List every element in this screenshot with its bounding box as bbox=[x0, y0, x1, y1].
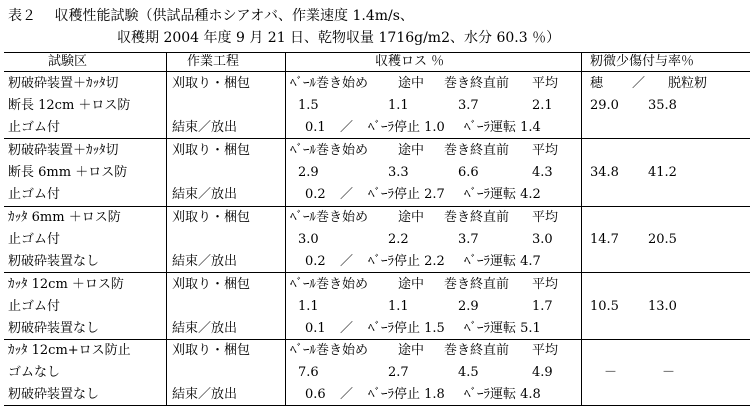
loss-value: 1.5 bbox=[298, 98, 319, 113]
trial-line: ｶｯﾀ 6mm ＋ロス防 bbox=[8, 210, 121, 225]
loss-header: ﾍﾞｰﾙ巻き始め bbox=[290, 76, 369, 91]
loss-header: ﾍﾞｰﾙ巻き始め bbox=[290, 143, 369, 158]
header-trial: 試験区 bbox=[48, 54, 88, 69]
loss-extra: ／ bbox=[340, 120, 354, 135]
damage-value: 20.5 bbox=[648, 232, 677, 247]
loss-value: 2.1 bbox=[532, 98, 553, 113]
loss-extra: ／ bbox=[340, 321, 354, 336]
loss-value: 3.7 bbox=[458, 98, 479, 113]
trial-line: 籾破砕装置なし bbox=[8, 321, 100, 336]
header-process: 作業工程 bbox=[187, 54, 240, 69]
table-caption-line2: 収穫期 2004 年度 9 月 21 日、乾物収量 1716g/m2、水分 60.3 ％） bbox=[117, 30, 561, 46]
loss-value: 4.9 bbox=[532, 365, 553, 380]
loss-extra: 0.2 bbox=[305, 254, 326, 269]
loss-value: 4.5 bbox=[458, 365, 479, 380]
damage-value: 35.8 bbox=[648, 98, 677, 113]
process-line: 結束／放出 bbox=[172, 321, 238, 336]
trial-line: 止ゴム付 bbox=[8, 299, 61, 314]
process-line: 刈取り・梱包 bbox=[172, 76, 251, 91]
trial-line: ｶｯﾀ 12cm+ロス防止 bbox=[8, 343, 131, 358]
loss-value: 7.6 bbox=[298, 365, 319, 380]
trial-line: 籾破砕装置なし bbox=[8, 387, 100, 402]
loss-extra: ﾍﾞｰﾗ運転 5.1 bbox=[464, 321, 541, 336]
loss-value: 2.2 bbox=[388, 232, 409, 247]
row-divider-4 bbox=[4, 339, 750, 340]
damage-value: 10.5 bbox=[590, 299, 619, 314]
header-rule bbox=[4, 71, 750, 72]
header-loss: 収穫ロス ％ bbox=[375, 54, 445, 69]
loss-header: 途中 bbox=[398, 143, 425, 158]
loss-value: 1.1 bbox=[388, 98, 409, 113]
loss-value: 1.1 bbox=[298, 299, 319, 314]
loss-value: 4.3 bbox=[532, 165, 553, 180]
damage-value: 29.0 bbox=[590, 98, 619, 113]
loss-header: 平均 bbox=[532, 277, 559, 292]
damage-value: － bbox=[662, 365, 676, 380]
loss-header: 巻き終直前 bbox=[444, 143, 510, 158]
trial-line: 止ゴム付 bbox=[8, 187, 61, 202]
loss-extra: 0.1 bbox=[305, 120, 326, 135]
loss-extra: 0.1 bbox=[305, 321, 326, 336]
trial-line: 籾破砕装置なし bbox=[8, 254, 100, 269]
trial-line: 籾破砕装置＋ｶｯﾀ切 bbox=[8, 143, 119, 158]
process-line: 刈取り・梱包 bbox=[172, 277, 251, 292]
trial-line: ゴムなし bbox=[8, 365, 61, 380]
loss-header: ﾍﾞｰﾙ巻き始め bbox=[290, 210, 369, 225]
loss-value: 3.0 bbox=[532, 232, 553, 247]
process-line: 刈取り・梱包 bbox=[172, 143, 251, 158]
row-divider-1 bbox=[4, 138, 750, 139]
loss-header: 巻き終直前 bbox=[444, 343, 510, 358]
trial-line: ｶｯﾀ 12cm ＋ロス防 bbox=[8, 277, 124, 292]
loss-extra: ﾍﾞｰﾗ停止 1.5 bbox=[368, 321, 445, 336]
process-line: 結束／放出 bbox=[172, 120, 238, 135]
loss-extra: ﾍﾞｰﾗ停止 2.2 bbox=[368, 254, 445, 269]
loss-header: ﾍﾞｰﾙ巻き始め bbox=[290, 343, 369, 358]
damage-header: 穂 bbox=[590, 76, 604, 91]
process-line: 結束／放出 bbox=[172, 254, 238, 269]
table-top-rule bbox=[4, 52, 750, 53]
loss-header: 途中 bbox=[398, 343, 425, 358]
loss-extra: 0.6 bbox=[305, 387, 326, 402]
header-damage: 籾微少傷付与率％ bbox=[590, 54, 695, 69]
damage-value: 13.0 bbox=[648, 299, 677, 314]
loss-value: 2.9 bbox=[298, 165, 319, 180]
trial-line: 断長 6mm ＋ロス防 bbox=[8, 165, 128, 180]
process-line: 結束／放出 bbox=[172, 187, 238, 202]
loss-value: 1.1 bbox=[388, 299, 409, 314]
loss-extra: ﾍﾞｰﾗ運転 4.7 bbox=[464, 254, 541, 269]
col-divider-1 bbox=[166, 52, 167, 406]
damage-header: 脱粒籾 bbox=[668, 76, 708, 91]
loss-extra: ﾍﾞｰﾗ運転 1.4 bbox=[464, 120, 541, 135]
loss-value: 3.0 bbox=[298, 232, 319, 247]
damage-value: 41.2 bbox=[648, 165, 677, 180]
loss-header: 巻き終直前 bbox=[444, 76, 510, 91]
damage-value: 14.7 bbox=[590, 232, 619, 247]
table-bottom-rule bbox=[4, 405, 750, 406]
loss-header: 途中 bbox=[398, 76, 425, 91]
loss-header: 途中 bbox=[398, 210, 425, 225]
table-caption-line1: 表２ 収穫性能試験（供試品種ホシアオバ、作業速度 1.4m/s、 bbox=[8, 8, 414, 24]
loss-header: 平均 bbox=[532, 76, 559, 91]
damage-value: － bbox=[604, 365, 618, 380]
loss-extra: ﾍﾞｰﾗ停止 1.8 bbox=[368, 387, 445, 402]
trial-line: 断長 12cm ＋ロス防 bbox=[8, 98, 131, 113]
loss-extra: ／ bbox=[340, 187, 354, 202]
trial-line: 止ゴム付 bbox=[8, 232, 61, 247]
loss-extra: ／ bbox=[340, 387, 354, 402]
col-divider-3 bbox=[581, 52, 582, 406]
trial-line: 籾破砕装置＋ｶｯﾀ切 bbox=[8, 76, 119, 91]
loss-extra: 0.2 bbox=[305, 187, 326, 202]
loss-header: 平均 bbox=[532, 210, 559, 225]
loss-value: 6.6 bbox=[458, 165, 479, 180]
process-line: 刈取り・梱包 bbox=[172, 343, 251, 358]
loss-header: 途中 bbox=[398, 277, 425, 292]
loss-header: 平均 bbox=[532, 343, 559, 358]
loss-extra: ﾍﾞｰﾗ停止 2.7 bbox=[368, 187, 445, 202]
loss-header: 巻き終直前 bbox=[444, 210, 510, 225]
loss-header: 巻き終直前 bbox=[444, 277, 510, 292]
process-line: 結束／放出 bbox=[172, 387, 238, 402]
damage-header: ／ bbox=[632, 76, 646, 91]
loss-extra: ／ bbox=[340, 254, 354, 269]
loss-value: 2.7 bbox=[388, 365, 409, 380]
loss-value: 2.9 bbox=[458, 299, 479, 314]
damage-value: 34.8 bbox=[590, 165, 619, 180]
row-divider-3 bbox=[4, 272, 750, 273]
loss-extra: ﾍﾞｰﾗ運転 4.8 bbox=[464, 387, 541, 402]
process-line: 刈取り・梱包 bbox=[172, 210, 251, 225]
loss-value: 1.7 bbox=[532, 299, 553, 314]
loss-extra: ﾍﾞｰﾗ停止 1.0 bbox=[368, 120, 445, 135]
col-divider-2 bbox=[285, 52, 286, 406]
trial-line: 止ゴム付 bbox=[8, 120, 61, 135]
loss-header: ﾍﾞｰﾙ巻き始め bbox=[290, 277, 369, 292]
loss-header: 平均 bbox=[532, 143, 559, 158]
loss-value: 3.3 bbox=[388, 165, 409, 180]
loss-value: 3.7 bbox=[458, 232, 479, 247]
row-divider-2 bbox=[4, 206, 750, 207]
loss-extra: ﾍﾞｰﾗ運転 4.2 bbox=[464, 187, 541, 202]
